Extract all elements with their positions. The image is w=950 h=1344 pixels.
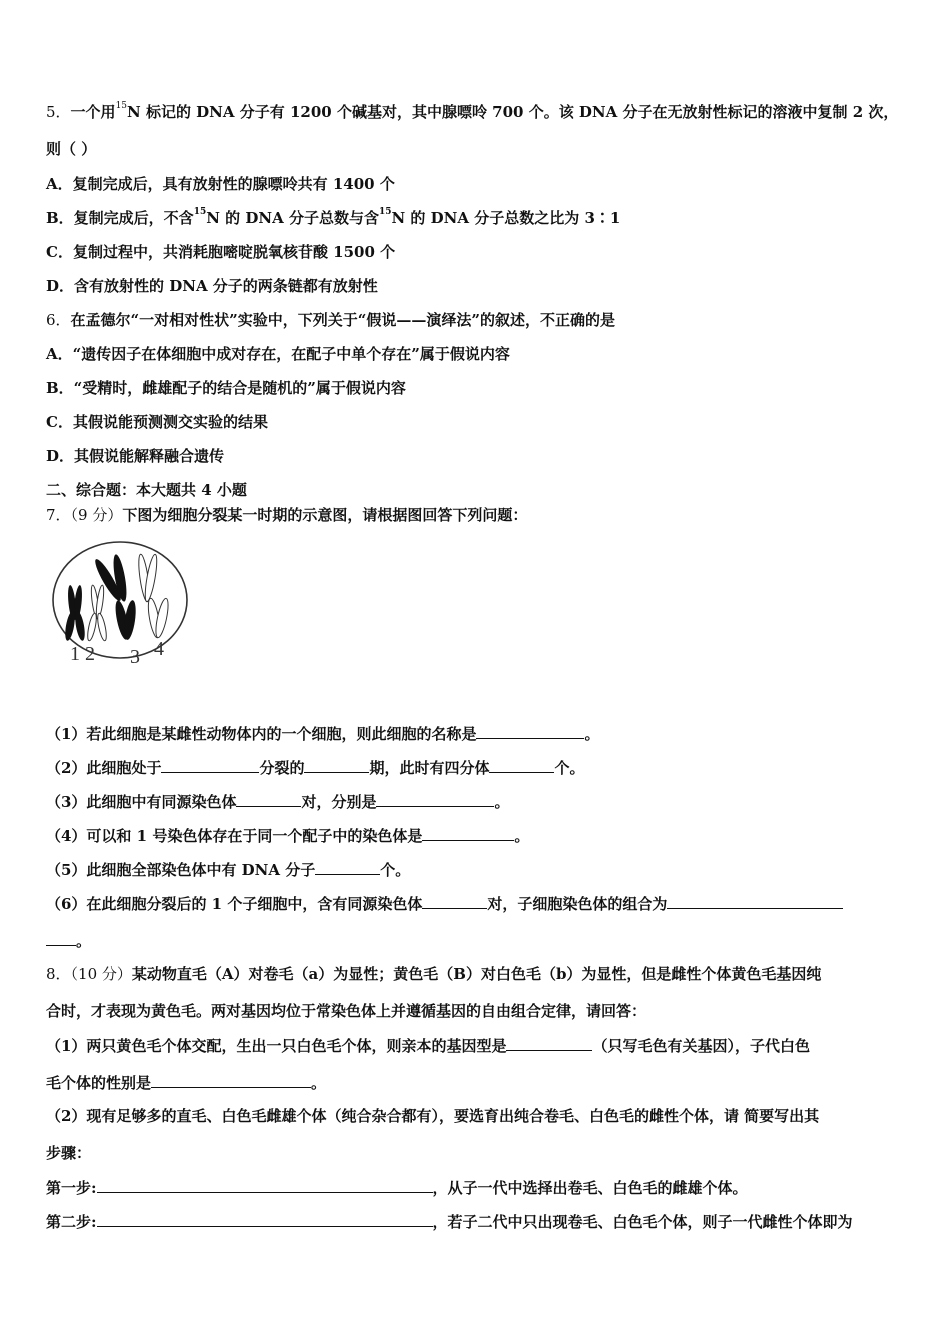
q7-part-3-text-a: （3）此细胞中有同源染色体 [46,793,237,811]
q7-part-6 [46,893,843,914]
q7-answer-blank-6c[interactable] [46,930,76,946]
q5-option-c: C．复制过程中，共消耗胞嘧啶脱氧核苷酸 1500 个 [46,243,396,261]
q8-step-1-label: 第一步: [46,1179,97,1197]
q8-part-1-text-c: 毛个体的性别是 [46,1074,152,1092]
q7-part-2-text-d: 个。 [554,759,585,777]
q8-step-2 [46,1211,853,1232]
q8-answer-blank-1b[interactable] [151,1072,311,1088]
q7-part-1 [46,723,599,744]
q5-superscript: 15 [115,101,128,111]
q5-number: 5． [46,103,71,121]
q8-part-1-text-a: （1）两只黄色毛个体交配，生出一只白色毛个体，则亲本的基因型是 [46,1037,507,1055]
q8-stem-continued: 合时，才表现为黄色毛。两对基因均位于常染色体上并遵循基因的自由组合定律，请回答： [46,1002,647,1020]
q8-part-2-continued: 步骤： [46,1144,92,1162]
figure-label-4: 4 [154,638,164,660]
q7-part-5 [46,859,410,880]
q5-stem [46,102,898,122]
q8-part-1-text-b: （只写毛色有关基因），子代白色 [592,1037,810,1055]
q8-step-1 [46,1177,748,1198]
q7-part-4 [46,825,529,846]
q8-answer-blank-step-1[interactable] [97,1177,433,1193]
q5-option-d: D．含有放射性的 DNA 分子的两条链都有放射性 [46,277,378,295]
q7-part-6-text-b: 对，子细胞染色体的组合为 [487,895,668,913]
q5-option-a: A．复制完成后，具有放射性的腺嘌呤共有 1400 个 [46,175,395,193]
q7-part-2-text-a: （2）此细胞处于 [46,759,162,777]
figure-label-2: 2 [85,643,95,665]
q5-text-2: N 标记的 DNA 分子有 1200 个碱基对，其中腺嘌呤 700 个。该 DNA 分子在无放射性标记的溶液中复制 2 次， [127,103,899,121]
figure-label-3: 3 [130,646,140,666]
q7-part-1-end: 。 [584,725,600,743]
q5-option-b [46,208,620,228]
q8-part-1-continued [46,1072,326,1093]
q7-answer-blank-2a[interactable] [161,757,259,773]
q7-part-2 [46,757,585,778]
q7-part-5-text: （5）此细胞全部染色体中有 DNA 分子 [46,861,316,879]
q8-part-1 [46,1035,810,1056]
q8-part-2: （2）现有足够多的直毛、白色毛雌雄个体（纯合杂合都有），要选育出纯合卷毛、白色毛的雌性个体，请 简要写出其 [46,1107,820,1125]
q5-option-b-part2: N 的 DNA 分子总数与含 [206,209,379,227]
q5-option-b-part1: B．复制完成后，不含 [46,209,194,227]
q7-stem [46,505,527,525]
q7-answer-blank-6a[interactable] [422,893,487,909]
q7-answer-blank-4[interactable] [422,825,514,841]
q6-option-c: C．其假说能预测测交实验的结果 [46,413,268,431]
q7-part-2-text-b: 分裂的 [259,759,305,777]
q7-answer-blank-5[interactable] [315,859,380,875]
q7-text: 下图为细胞分裂某一时期的示意图，请根据图回答下列问题： [122,506,528,524]
q7-part-5-end: 个。 [380,861,411,879]
q7-part-4-text: （4）可以和 1 号染色体存在于同一个配子中的染色体是 [46,827,423,845]
q5-option-b-sup1: 15 [193,207,207,217]
q7-part-6-continued [46,930,91,951]
q8-answer-blank-step-2[interactable] [97,1211,433,1227]
q6-option-d: D．其假说能解释融合遗传 [46,447,225,465]
q7-part-6-end: 。 [76,932,92,950]
q6-option-b: B．“受精时，雌雄配子的结合是随机的”属于假说内容 [46,379,406,397]
q7-score: （9 分） [70,506,123,524]
cell-division-diagram [50,538,192,666]
q5-stem-continued: 则（ ） [46,140,97,158]
q8-step-2-text: ，若子二代中只出现卷毛、白色毛个体，则子一代雌性个体即为 [432,1213,853,1231]
q7-answer-blank-1[interactable] [476,723,584,739]
q8-part-1-end: 。 [311,1074,327,1092]
section-heading: 二、综合题：本大题共 4 小题 [46,481,247,499]
q5-option-b-sup2: 15 [378,207,392,217]
chromosome-4 [137,554,171,639]
chromosome-1 [63,585,86,642]
q8-step-2-label: 第二步: [46,1213,97,1231]
q7-part-3 [46,791,509,812]
q6-option-a: A．“遗传因子在体细胞中成对存在，在配子中单个存在”属于假说内容 [46,345,510,363]
chromosome-2 [86,585,108,642]
q7-answer-blank-2c[interactable] [489,757,554,773]
q7-answer-blank-3a[interactable] [236,791,301,807]
q6-text: 在孟德尔“一对相对性状”实验中，下列关于“假说——演绎法”的叙述，不正确的是 [70,311,616,329]
q8-text-1: 某动物直毛（A）对卷毛（a）为显性；黄色毛（B）对白色毛（b）为显性，但是雌性个体黄色毛基因纯 [131,965,822,983]
q8-stem [46,964,821,984]
q5-text-1: 一个用 [70,103,116,121]
q6-stem [46,310,615,330]
figure-label-1: 1 [70,643,80,665]
q6-number: 6． [46,311,71,329]
q7-answer-blank-6b[interactable] [667,893,843,909]
q7-part-6-text-a: （6）在此细胞分裂后的 1 个子细胞中，含有同源染色体 [46,895,423,913]
q7-part-3-text-b: 对，分别是 [301,793,377,811]
q8-answer-blank-1a[interactable] [506,1035,592,1051]
q8-number: 8． [46,965,71,983]
q7-part-4-end: 。 [514,827,530,845]
q7-answer-blank-3b[interactable] [376,791,494,807]
q8-score: （10 分） [70,965,132,983]
q7-part-3-end: 。 [494,793,510,811]
q7-answer-blank-2b[interactable] [304,757,369,773]
q7-number: 7． [46,506,71,524]
q5-option-b-part3: N 的 DNA 分子总数之比为 3∶1 [391,209,621,227]
q7-part-1-text: （1）若此细胞是某雌性动物体内的一个细胞，则此细胞的名称是 [46,725,477,743]
q7-part-2-text-c: 期，此时有四分体 [369,759,490,777]
q8-step-1-text: ，从子一代中选择出卷毛、白色毛的雌雄个体。 [432,1179,748,1197]
